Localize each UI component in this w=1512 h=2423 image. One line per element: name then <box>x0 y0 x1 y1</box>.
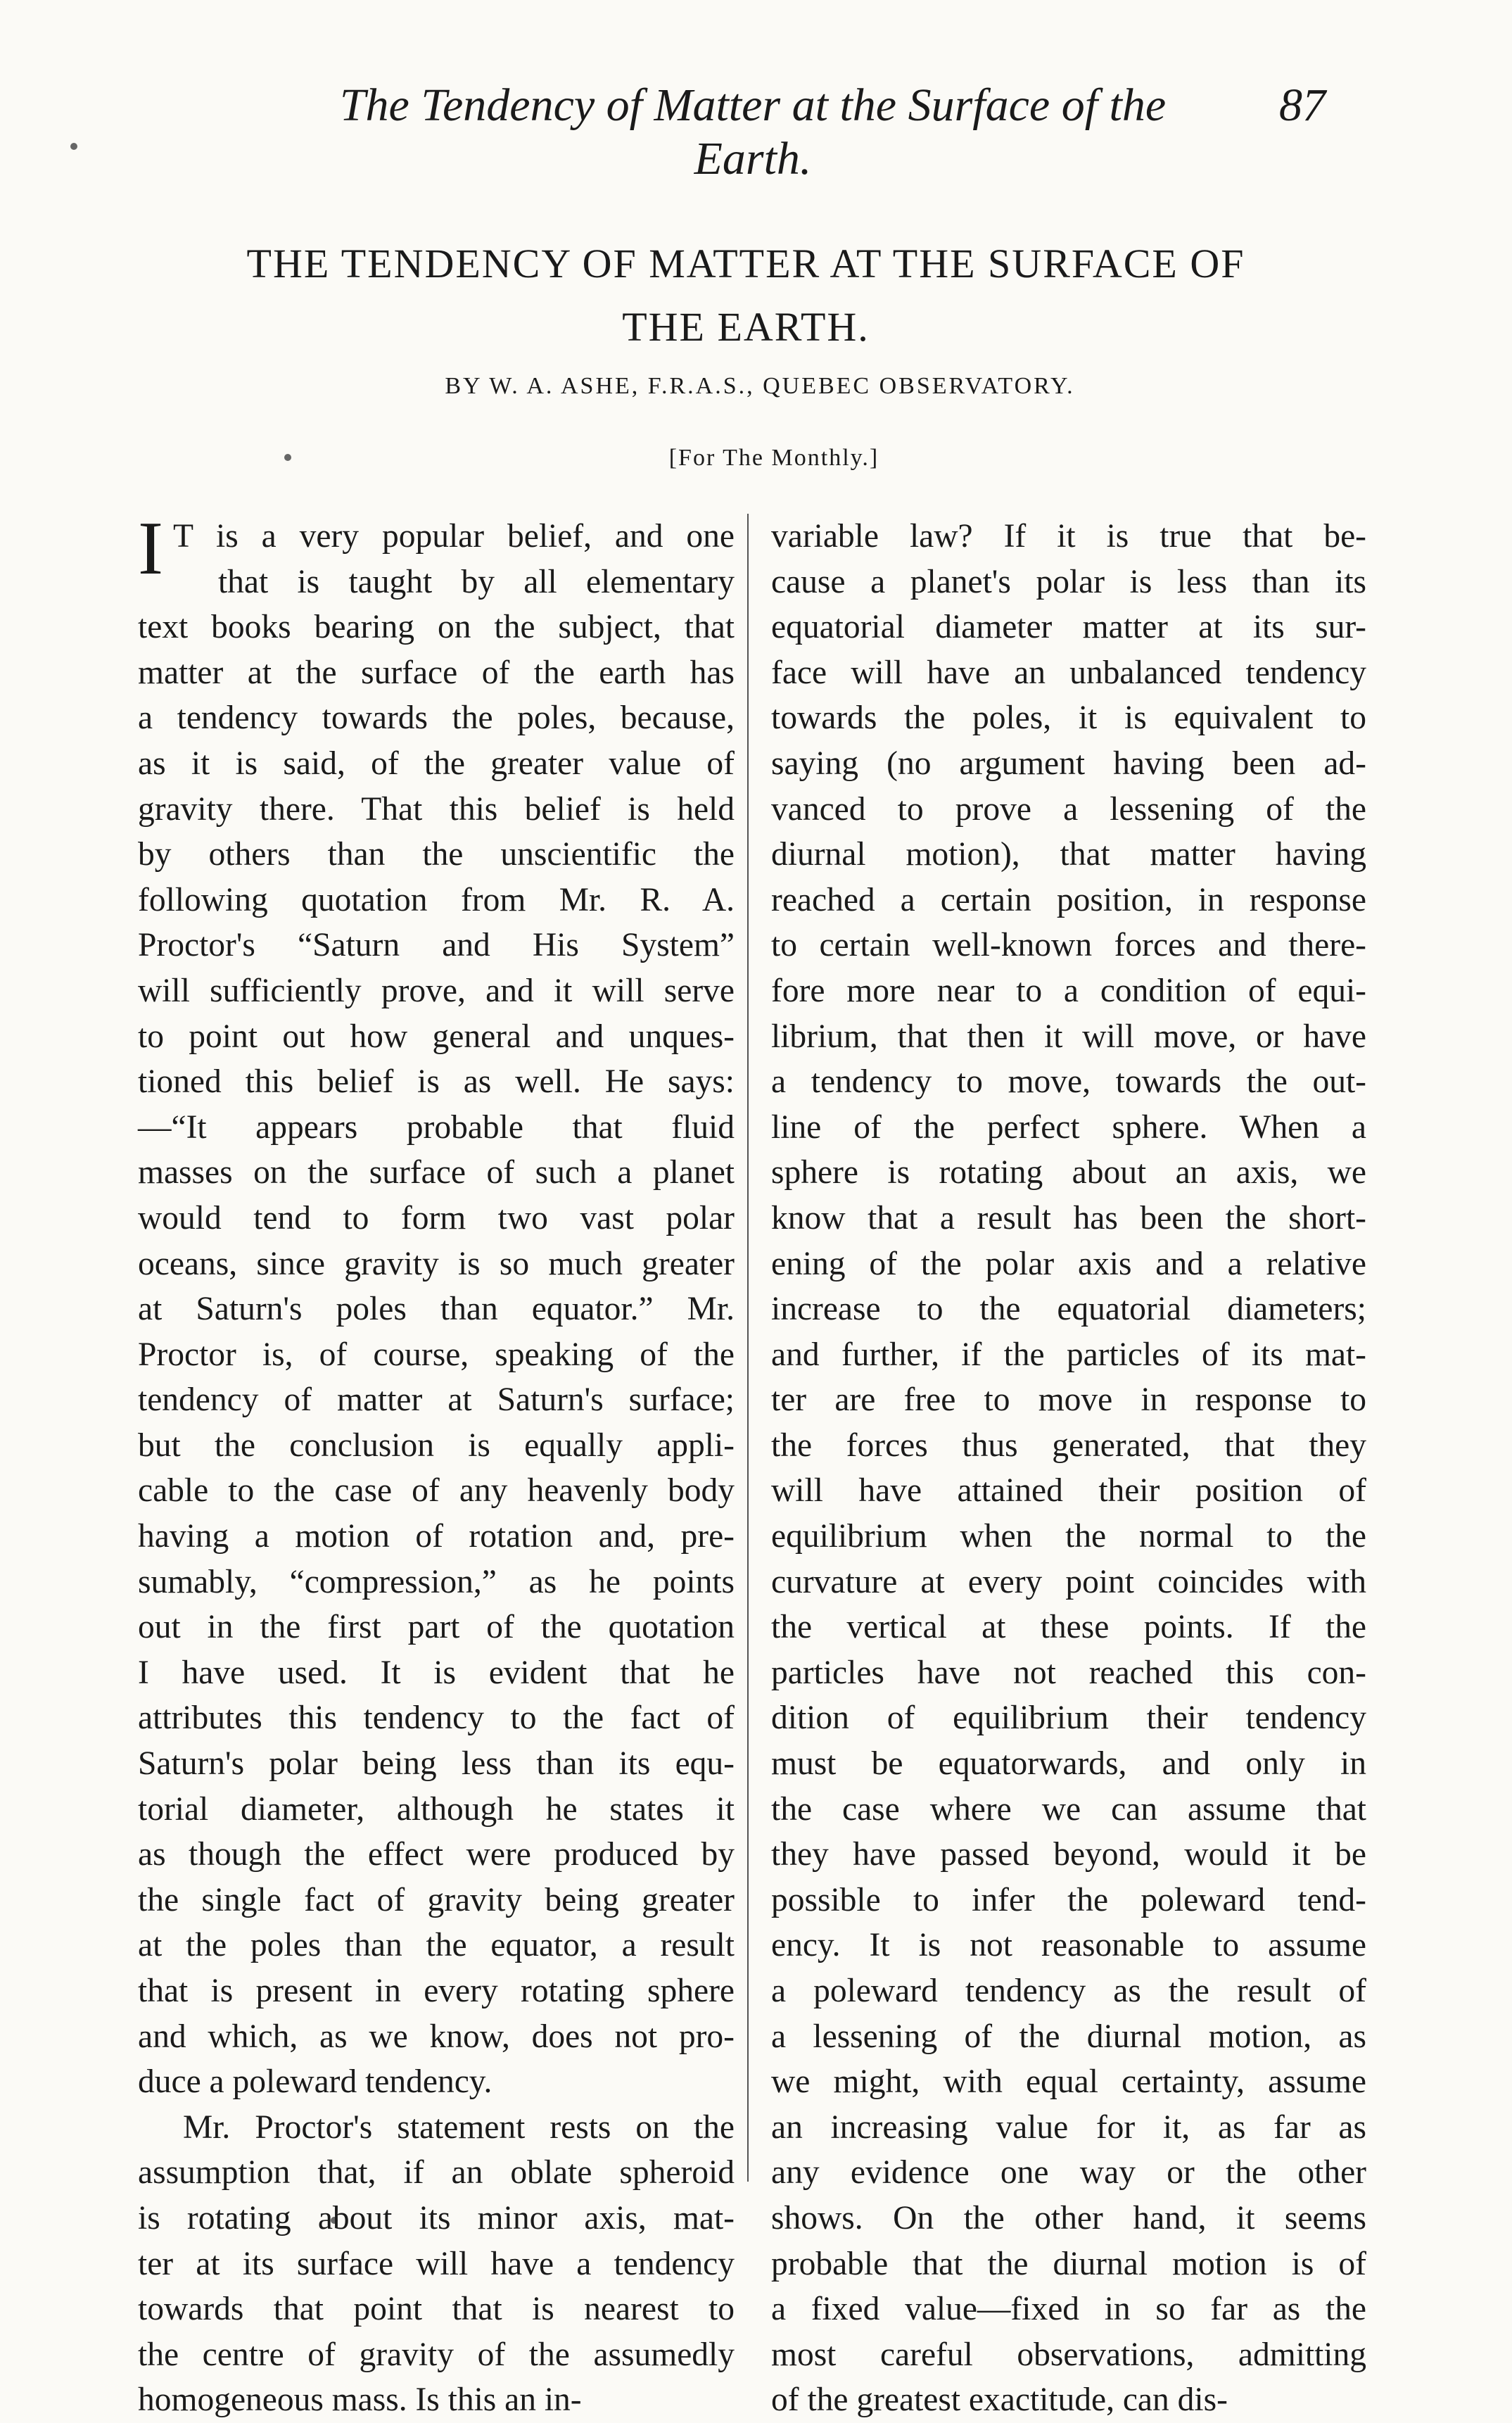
text-line: face will have an unbalanced tendency <box>771 654 1366 691</box>
text-line: most careful observations, admitting <box>771 2336 1366 2373</box>
text-line: librium, that then it will move, or have <box>771 1018 1366 1055</box>
article-byline: BY W. A. ASHE, F.R.A.S., QUEBEC OBSERVATORY. <box>445 373 1075 399</box>
text-line: curvature at every point coincides with <box>771 1563 1366 1600</box>
text-line: but the conclusion is equally appli- <box>138 1426 735 1464</box>
text-line: the forces thus generated, that they <box>771 1426 1366 1464</box>
print-speck <box>284 454 291 461</box>
text-line: any evidence one way or the other <box>771 2154 1366 2191</box>
text-line: sumably, “compression,” as he points <box>138 1563 735 1600</box>
text-line: Proctor is, of course, speaking of the <box>138 1336 735 1373</box>
text-line: a poleward tendency as the result of <box>771 1973 1366 2009</box>
text-line: to certain well-known forces and there- <box>771 927 1366 964</box>
text-line: particles have not reached this con- <box>771 1654 1366 1691</box>
text-line: variable law? If it is true that be- <box>771 518 1366 555</box>
article-title <box>169 232 1323 359</box>
text-line: reached a certain position, in response <box>771 881 1366 918</box>
text-line: a fixed value—fixed in so far as the <box>771 2291 1366 2328</box>
text-line: —“It appears probable that fluid <box>138 1108 735 1146</box>
text-line: fore more near to a condition of equi- <box>771 972 1366 1009</box>
text-line: by others than the unscientific the <box>138 836 735 873</box>
text-line: Saturn's polar being less than its equ- <box>138 1745 735 1783</box>
text-line: out in the first part of the quotation <box>138 1609 735 1646</box>
text-line: saying (no argument having been ad- <box>771 745 1366 782</box>
text-line: tendency of matter at Saturn's surface; <box>138 1381 735 1419</box>
text-line: having a motion of rotation and, pre- <box>138 1518 735 1555</box>
text-line: cause a planet's polar is less than its <box>771 563 1366 600</box>
text-line: the vertical at these points. If the <box>771 1609 1366 1646</box>
text-line: ency. It is not reasonable to assume <box>771 1927 1366 1964</box>
text-line: the case where we can assume that <box>771 1790 1366 1828</box>
text-line: and which, as we know, does not pro- <box>138 2018 735 2055</box>
text-line: line of the perfect sphere. When a <box>771 1108 1366 1146</box>
text-line: towards that point that is nearest to <box>138 2291 735 2328</box>
column-divider <box>747 514 749 2182</box>
text-line: we might, with equal certainty, assume <box>771 2063 1366 2101</box>
text-line: duce a poleward tendency. <box>138 2063 493 2101</box>
page-number: 87 <box>1279 80 1326 131</box>
text-line: gravity there. That this belief is held <box>138 790 735 828</box>
article-title-line-2: THE EARTH. <box>622 304 870 350</box>
text-line: would tend to form two vast polar <box>138 1199 735 1236</box>
text-line: increase to the equatorial diameters; <box>771 1291 1366 1328</box>
running-head-title: The Tendency of Matter at the Surface of the Earth. <box>339 80 1167 184</box>
text-line: probable that the diurnal motion is of <box>771 2245 1366 2282</box>
left-column <box>138 507 735 2423</box>
text-line: a tendency to move, towards the out- <box>771 1063 1366 1101</box>
text-line: dition of equilibrium their tendency <box>771 1700 1366 1737</box>
text-line: shows. On the other hand, it seems <box>771 2199 1366 2237</box>
text-line: text books bearing on the subject, that <box>138 609 735 646</box>
text-line: cable to the case of any heavenly body <box>138 1472 735 1510</box>
text-line: diurnal motion), that matter having <box>771 836 1366 873</box>
text-line: of the greatest exactitude, can dis- <box>771 2381 1228 2419</box>
text-line: the single fact of gravity being greater <box>138 1881 735 1918</box>
text-line: that is taught by all elementary <box>217 563 735 600</box>
text-line: equatorial diameter matter at its sur- <box>771 609 1366 646</box>
text-line: oceans, since gravity is so much greater <box>138 1245 735 1282</box>
text-line: at Saturn's poles than equator.” Mr. <box>138 1291 735 1328</box>
text-line: equilibrium when the normal to the <box>771 1518 1366 1555</box>
text-line: know that a result has been the short- <box>771 1199 1366 1236</box>
text-line: matter at the surface of the earth has <box>138 654 735 691</box>
text-line: attributes this tendency to the fact of <box>138 1700 735 1737</box>
text-line: an increasing value for it, as far as <box>771 2108 1366 2146</box>
text-line: must be equatorwards, and only in <box>771 1745 1366 1783</box>
text-line: that is present in every rotating sphere <box>138 1973 735 2009</box>
right-column <box>771 514 1366 2423</box>
text-line: possible to infer the poleward tend- <box>771 1881 1366 1918</box>
text-line: a tendency towards the poles, because, <box>138 700 735 737</box>
text-line: to point out how general and unques- <box>138 1018 735 1055</box>
text-line: as it is said, of the greater value of <box>138 745 735 782</box>
text-line: a lessening of the diurnal motion, as <box>771 2018 1366 2055</box>
text-line: they have passed beyond, would it be <box>771 1836 1366 1873</box>
text-line: is rotating about its minor axis, mat- <box>138 2199 735 2237</box>
text-line: vanced to prove a lessening of the <box>771 790 1366 828</box>
text-line: homogeneous mass. Is this an in- <box>138 2381 582 2419</box>
text-line: and further, if the particles of its mat- <box>771 1336 1366 1373</box>
text-line: Mr. Proctor's statement rests on the <box>183 2108 735 2146</box>
publication-note: [For The Monthly.] <box>668 445 879 471</box>
text-line: will have attained their position of <box>771 1472 1366 1510</box>
text-line: towards the poles, it is equivalent to <box>771 700 1366 737</box>
text-line: the centre of gravity of the assumedly <box>138 2336 735 2373</box>
text-line: at the poles than the equator, a result <box>138 1927 735 1964</box>
print-speck <box>70 143 77 150</box>
text-line: ening of the polar axis and a relative <box>771 1245 1366 1282</box>
text-line: torial diameter, although he states it <box>138 1790 735 1828</box>
text-line: sphere is rotating about an axis, we <box>771 1154 1366 1191</box>
drop-cap: I <box>138 507 163 590</box>
text-line: I have used. It is evident that he <box>138 1654 735 1691</box>
text-line: following quotation from Mr. R. A. <box>138 881 735 918</box>
text-line: T is a very popular belief, and one <box>172 518 735 555</box>
text-line: as though the effect were produced by <box>138 1836 735 1873</box>
text-line: Proctor's “Saturn and His System” <box>138 927 735 964</box>
text-line: ter are free to move in response to <box>771 1381 1366 1419</box>
text-line: ter at its surface will have a tendency <box>138 2245 735 2282</box>
text-line: assumption that, if an oblate spheroid <box>138 2154 735 2191</box>
text-line: tioned this belief is as well. He says: <box>138 1063 735 1101</box>
text-line: will sufficiently prove, and it will serve <box>138 972 735 1009</box>
article-title-line-1: THE TENDENCY OF MATTER AT THE SURFACE OF <box>246 241 1245 286</box>
text-line: masses on the surface of such a planet <box>138 1154 735 1191</box>
